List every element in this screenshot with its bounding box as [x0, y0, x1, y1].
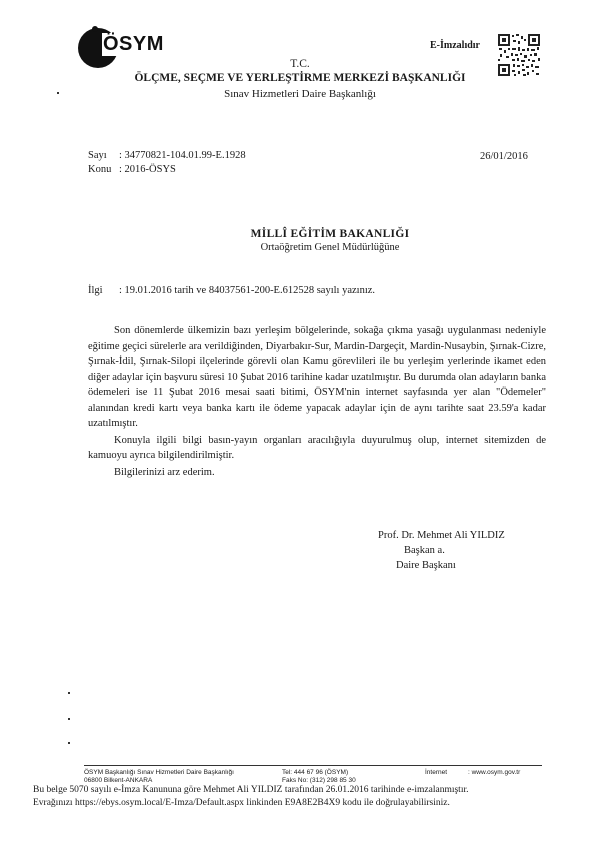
body-paragraph-1: Son dönemlerde ülkemizin bazı yerleşim bölgelerinde, sokağa çıkma yasağı uygulanması nedeniyle eğitime geçici sürelerle ara verildiğinden, Diyarbakır-Sur, Mardin-Dargeçit, Mardin-Nusaybin, Şırnak-Cizre, Şırnak-İdil, Şırnak-Silopi ilçelerinde görevli olan Kamu görevlileri ile bu yerleşim yerlerinde ikamet eden diğer adaylar için başvuru süresi 10 Şubat 2016 tarihine kadar uzatılmıştır. Bu durumda olan adayların banka ödemeleri ise 11 Şubat 2016 mesai saati bitimi, ÖSYM'nin internet sayfasında yer alan "Ödemeler" alanından kredi kartı veya banka kartı ile ödeme yapacak adaylar için de aynı tarihte saat 23.59'a kadar uzatılmıştır. [88, 325, 546, 429]
signer-title-1: Başkan a. [404, 545, 445, 556]
signature-block [378, 528, 548, 573]
footer-internet-link[interactable]: : www.osym.gov.tr [468, 769, 521, 776]
footer-fax: Faks No: (312) 298 85 30 [282, 777, 356, 784]
logo-dot-icon [92, 26, 98, 32]
body-paragraph-3: Bilgilerinizi arz ederim. [114, 466, 215, 478]
logo-text: ÖSYM [103, 33, 164, 55]
ilgi-value: : 19.01.2016 tarih ve 84037561-200-E.612528 sayılı yazınız. [119, 285, 376, 296]
ilgi-label: İlgi [88, 285, 103, 296]
verification-line-1: Bu belge 5070 sayılı e-İmza Kanununa göre Mehmet Ali YILDIZ tarafından 26.01.2016 tarihinde e-imzalanmıştır. [33, 785, 469, 795]
recipient-directorate: Ortaöğretim Genel Müdürlüğüne [260, 242, 400, 253]
konu-label: Konu [88, 164, 112, 175]
recipient-ministry: MİLLÎ EĞİTİM BAKANLIĞI [250, 228, 410, 240]
footer-tel: Tel: 444 67 96 (ÖSYM) [282, 769, 349, 776]
document-date: 26/01/2016 [480, 151, 528, 162]
signer-name: Prof. Dr. Mehmet Ali YILDIZ [378, 530, 505, 541]
header-institution: ÖLÇME, SEÇME VE YERLEŞTİRME MERKEZİ BAŞKANLIĞI [134, 72, 466, 84]
footer-internet-label: İnternet [425, 769, 448, 776]
footer-org: ÖSYM Başkanlığı Sınav Hizmetleri Daire Başkanlığı [84, 769, 234, 776]
header-department: Sınav Hizmetleri Daire Başkanlığı [224, 88, 376, 100]
konu-value: : 2016-ÖSYS [119, 164, 176, 175]
osym-logo [78, 26, 178, 78]
sayi-value: : 34770821-104.01.99-E.1928 [119, 150, 246, 161]
body-paragraph-2: Konuyla ilgili bilgi basın-yayın organları aracılığıyla duyurulmuş olup, internet sitemizden de kamuoyu ayrıca bilgilendirilmiştir. [88, 434, 546, 461]
qr-code-icon [497, 33, 541, 77]
signer-title-2: Daire Başkanı [396, 560, 456, 571]
verification-line-2[interactable]: Evrağınızı https://ebys.osym.local/E-Imza/Default.aspx linkinden E9A8E2B4X9 kodu ile doğrulayabilirsiniz. [33, 798, 450, 808]
margin-mark [68, 718, 70, 720]
margin-mark [57, 92, 59, 94]
footer-address: 06800 Bilkent-ANKARA [84, 777, 153, 784]
margin-mark [68, 692, 70, 694]
header-tc: T.C. [290, 58, 310, 70]
sayi-label: Sayı [88, 150, 107, 161]
e-imza-label: E-İmzalıdır [430, 40, 480, 51]
letter-body [88, 323, 546, 481]
footer-divider [84, 765, 542, 766]
margin-mark [68, 742, 70, 744]
